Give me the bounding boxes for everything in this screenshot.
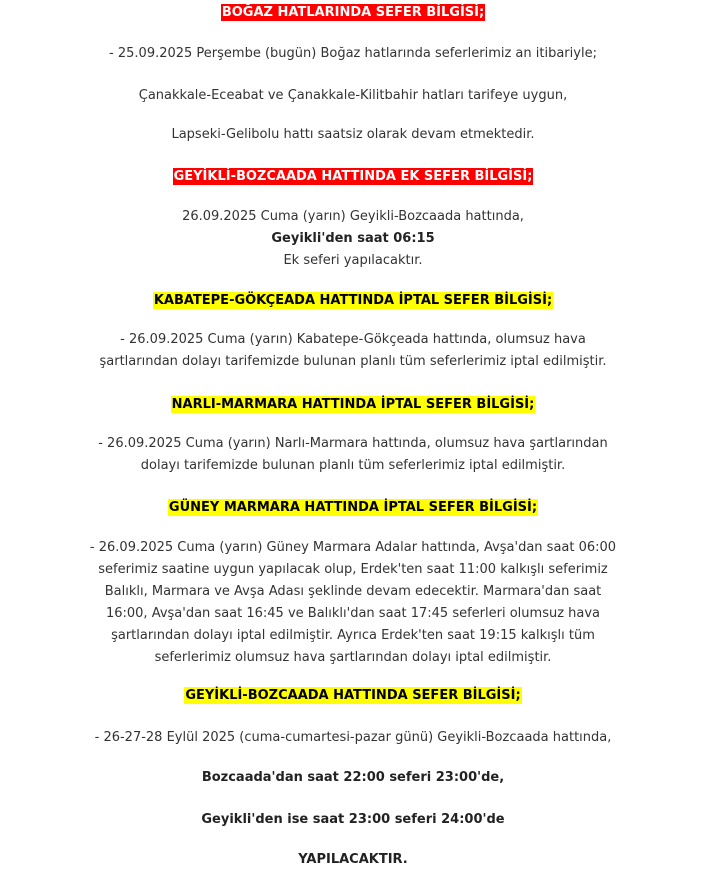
guney-paragraph — [0, 537, 706, 669]
narli-paragraph — [0, 433, 706, 477]
geyikli-ek-text-1: 26.09.2025 Cuma (yarın) Geyikli-Bozcaada hattında, — [182, 209, 524, 224]
guney-text-6: seferlerimiz olumsuz hava şartlarından dolayı iptal edilmiştir. — [154, 650, 552, 665]
bogaz-text-2: Çanakkale-Eceabat ve Çanakkale-Kilitbahir hatları tarifeye uygun, — [138, 88, 568, 103]
kabatepe-heading: KABATEPE-GÖKÇEADA HATTINDA İPTAL SEFER BİLGİSİ; — [153, 293, 553, 308]
geyikli-text-4: YAPILACAKTIR. — [298, 852, 408, 867]
guney-heading-row — [0, 499, 706, 516]
guney-text-5: şartlarından dolayı iptal edilmiştir. Ayrıca Erdek'ten saat 19:15 kalkışlı tüm — [111, 628, 595, 643]
geyikli-ek-text-3: Ek seferi yapılacaktır. — [283, 253, 423, 268]
guney-heading: GÜNEY MARMARA HATTINDA İPTAL SEFER BİLGİSİ; — [168, 500, 538, 515]
geyikli-ek-heading-row — [0, 168, 706, 185]
geyikli-text-2: Bozcaada'dan saat 22:00 seferi 23:00'de, — [201, 770, 505, 785]
kabatepe-text-1: - 26.09.2025 Cuma (yarın) Kabatepe-Gökçeada hattında, olumsuz hava — [120, 332, 586, 347]
geyikli-heading: GEYİKLİ-BOZCAADA HATTINDA SEFER BİLGİSİ; — [185, 688, 521, 703]
guney-text-2: seferimiz saatine uygun yapılacak olup, Erdek'ten saat 11:00 kalkışlı seferimiz — [98, 562, 608, 577]
bogaz-heading-row — [0, 4, 706, 21]
bogaz-text-3: Lapseki-Gelibolu hattı saatsiz olarak devam etmektedir. — [171, 127, 535, 142]
bogaz-heading: BOĞAZ HATLARINDA SEFER BİLGİSİ; — [221, 5, 485, 20]
bogaz-text-1: - 25.09.2025 Perşembe (bugün) Boğaz hatlarında seferlerimiz an itibariyle; — [109, 46, 597, 61]
guney-text-1: - 26.09.2025 Cuma (yarın) Güney Marmara Adalar hattında, Avşa'dan saat 06:00 — [89, 540, 617, 555]
geyikli-text-3: Geyikli'den ise saat 23:00 seferi 24:00'de — [201, 812, 505, 827]
geyikli-ek-heading: GEYİKLİ-BOZCAADA HATTINDA EK SEFER BİLGİSİ; — [173, 169, 533, 184]
kabatepe-heading-row — [0, 292, 706, 309]
narli-text-1: - 26.09.2025 Cuma (yarın) Narlı-Marmara hattında, olumsuz hava şartlarından — [98, 436, 608, 451]
narli-text-2: dolayı tarifemizde bulunan planlı tüm seferlerimiz iptal edilmiştir. — [140, 458, 566, 473]
kabatepe-text-2: şartlarından dolayı tarifemizde bulunan planlı tüm seferlerimiz iptal edilmiştir. — [99, 354, 607, 369]
guney-text-4: 16:00, Avşa'dan saat 16:45 ve Balıklı'dan saat 17:45 seferleri olumsuz hava — [105, 606, 601, 621]
narli-heading: NARLI-MARMARA HATTINDA İPTAL SEFER BİLGİSİ; — [171, 397, 535, 412]
geyikli-text-1: - 26-27-28 Eylül 2025 (cuma-cumartesi-pazar günü) Geyikli-Bozcaada hattında, — [94, 730, 612, 745]
guney-text-3: Balıklı, Marmara ve Avşa Adası şeklinde devam edecektir. Marmara'dan saat — [104, 584, 602, 599]
geyikli-heading-row — [0, 687, 706, 704]
narli-heading-row — [0, 396, 706, 413]
kabatepe-paragraph — [0, 329, 706, 373]
geyikli-ek-text-2: Geyikli'den saat 06:15 — [271, 231, 435, 246]
